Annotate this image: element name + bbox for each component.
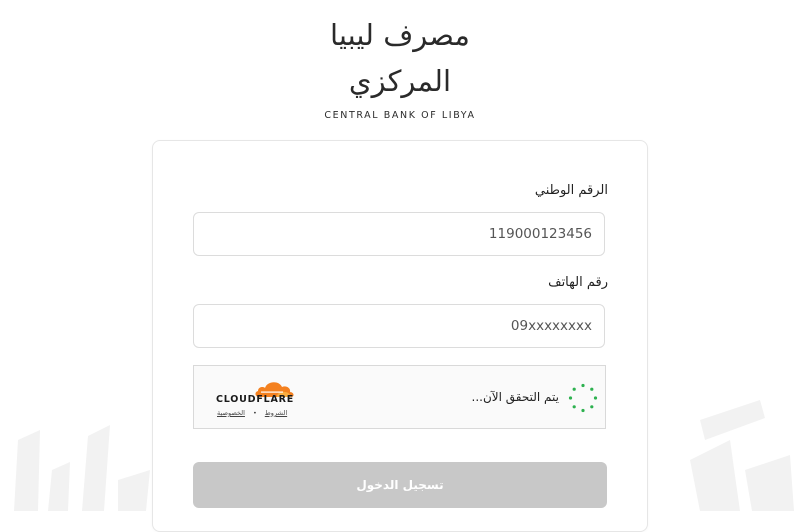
cloudflare-wordmark: CLOUDFLARE bbox=[216, 394, 295, 405]
captcha-links bbox=[217, 409, 287, 417]
phone-label: رقم الهاتف bbox=[548, 275, 608, 290]
privacy-link[interactable]: الخصوصية bbox=[217, 409, 245, 417]
logo-arabic-name: مصرف ليبيا المركزي bbox=[330, 18, 470, 98]
phone-input[interactable] bbox=[193, 304, 605, 348]
bank-logo bbox=[300, 12, 500, 121]
link-separator: • bbox=[252, 409, 257, 417]
terms-link[interactable]: الشروط bbox=[264, 409, 288, 417]
captcha-status-text: يتم التحقق الآن... bbox=[471, 390, 559, 404]
login-button[interactable]: تسجيل الدخول bbox=[193, 462, 607, 508]
national-id-label: الرقم الوطني bbox=[534, 183, 608, 198]
loading-spinner-icon bbox=[568, 383, 598, 413]
logo-english-name: CENTRAL BANK OF LIBYA bbox=[324, 110, 476, 121]
national-id-input[interactable] bbox=[193, 212, 605, 256]
login-card bbox=[152, 140, 648, 532]
captcha-widget[interactable] bbox=[193, 365, 606, 429]
